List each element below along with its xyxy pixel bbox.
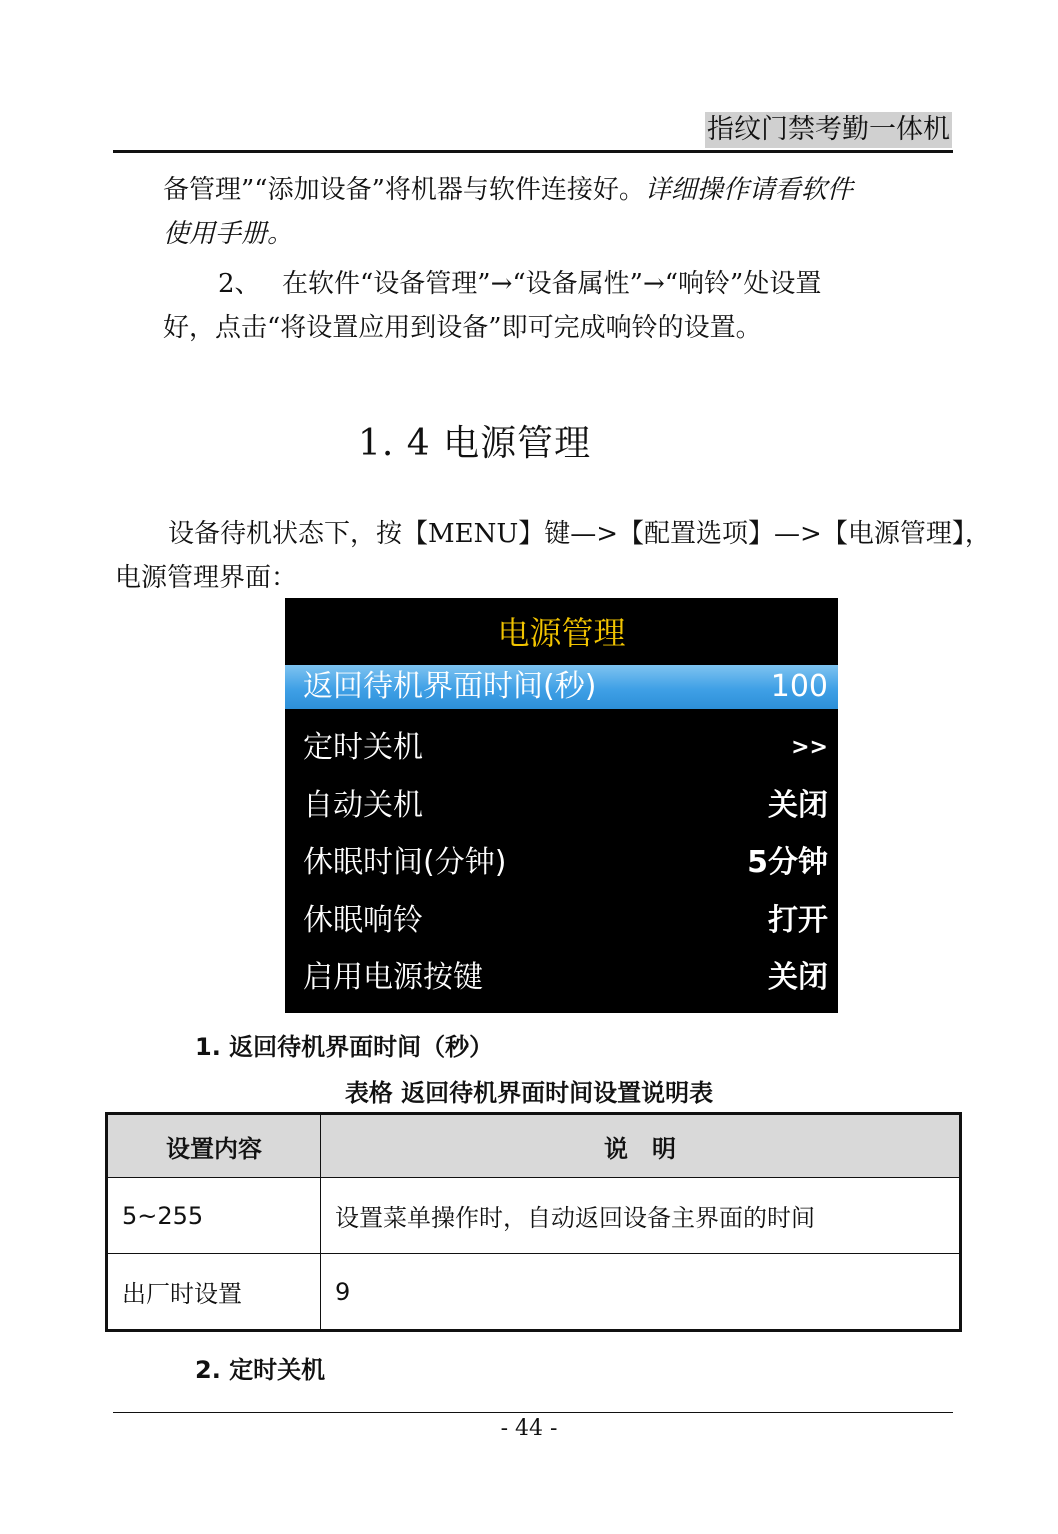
row-value: 100 <box>770 669 828 704</box>
table-row <box>107 1254 961 1331</box>
running-header-title: 指纹门禁考勤一体机 <box>705 112 952 148</box>
table-header-cell: 设置内容 <box>107 1114 321 1178</box>
table-cell: 出厂时设置 <box>107 1254 321 1331</box>
row-value: 打开 <box>768 903 828 938</box>
settings-table <box>105 1112 962 1332</box>
intro-text: 备管理”“添加设备”将机器与软件连接好。 <box>163 175 645 205</box>
row-value: 关闭 <box>768 960 828 995</box>
footer-divider <box>113 1412 953 1413</box>
row-label: 休眠时间(分钟) <box>303 845 507 880</box>
subsection-heading-2: 2. 定时关机 <box>195 1356 326 1384</box>
instruction-line2: 电源管理界面： <box>115 563 298 593</box>
row-label: 休眠响铃 <box>303 903 423 938</box>
step2-number: 2、 <box>218 269 261 299</box>
row-value: 关闭 <box>768 788 828 823</box>
instruction-line1: 设备待机状态下，按【MENU】键—>【配置选项】—>【电源管理】， <box>168 519 991 549</box>
step2-text-line1: 在软件“设备管理”→“设备属性”→“响铃”处设置 <box>282 269 822 299</box>
table-header-row <box>107 1114 961 1178</box>
row-label: 定时关机 <box>303 730 423 765</box>
table-cell: 设置菜单操作时，自动返回设备主界面的时间 <box>321 1178 961 1254</box>
screen-title: 电源管理 <box>497 614 626 652</box>
intro-italic-note-cont: 使用手册。 <box>163 219 294 249</box>
row-value: 5分钟 <box>747 845 828 880</box>
screen-row-sleep-time <box>285 841 838 885</box>
table-caption: 表格 返回待机界面时间设置说明表 <box>344 1079 714 1107</box>
table-row <box>107 1178 961 1254</box>
intro-italic-note: 详细操作请看软件 <box>644 175 853 205</box>
subsection-heading-1: 1. 返回待机界面时间（秒） <box>195 1033 494 1061</box>
row-value-chevron: >> <box>791 735 828 760</box>
screen-row-return-standby-time <box>285 665 838 709</box>
row-label: 自动关机 <box>303 788 423 823</box>
row-label: 启用电源按键 <box>303 960 483 995</box>
table-cell: 5~255 <box>107 1178 321 1254</box>
step2-text-line2: 好，点击“将设置应用到设备”即可完成响铃的设置。 <box>163 313 762 343</box>
screen-row-scheduled-shutdown <box>285 726 838 770</box>
screen-row-enable-power-key <box>285 956 838 1000</box>
header-divider <box>113 150 953 153</box>
table-cell: 9 <box>321 1254 961 1331</box>
row-label: 返回待机界面时间(秒) <box>303 669 597 704</box>
screen-row-sleep-bell <box>285 899 838 943</box>
page-number: - 44 - <box>500 1416 558 1441</box>
screen-row-auto-shutdown <box>285 784 838 828</box>
section-heading: 1. 4 电源管理 <box>358 423 592 464</box>
intro-paragraph-line1 <box>163 168 853 212</box>
device-screen-power-management <box>285 598 838 1013</box>
table-header-cell: 说 明 <box>321 1114 961 1178</box>
